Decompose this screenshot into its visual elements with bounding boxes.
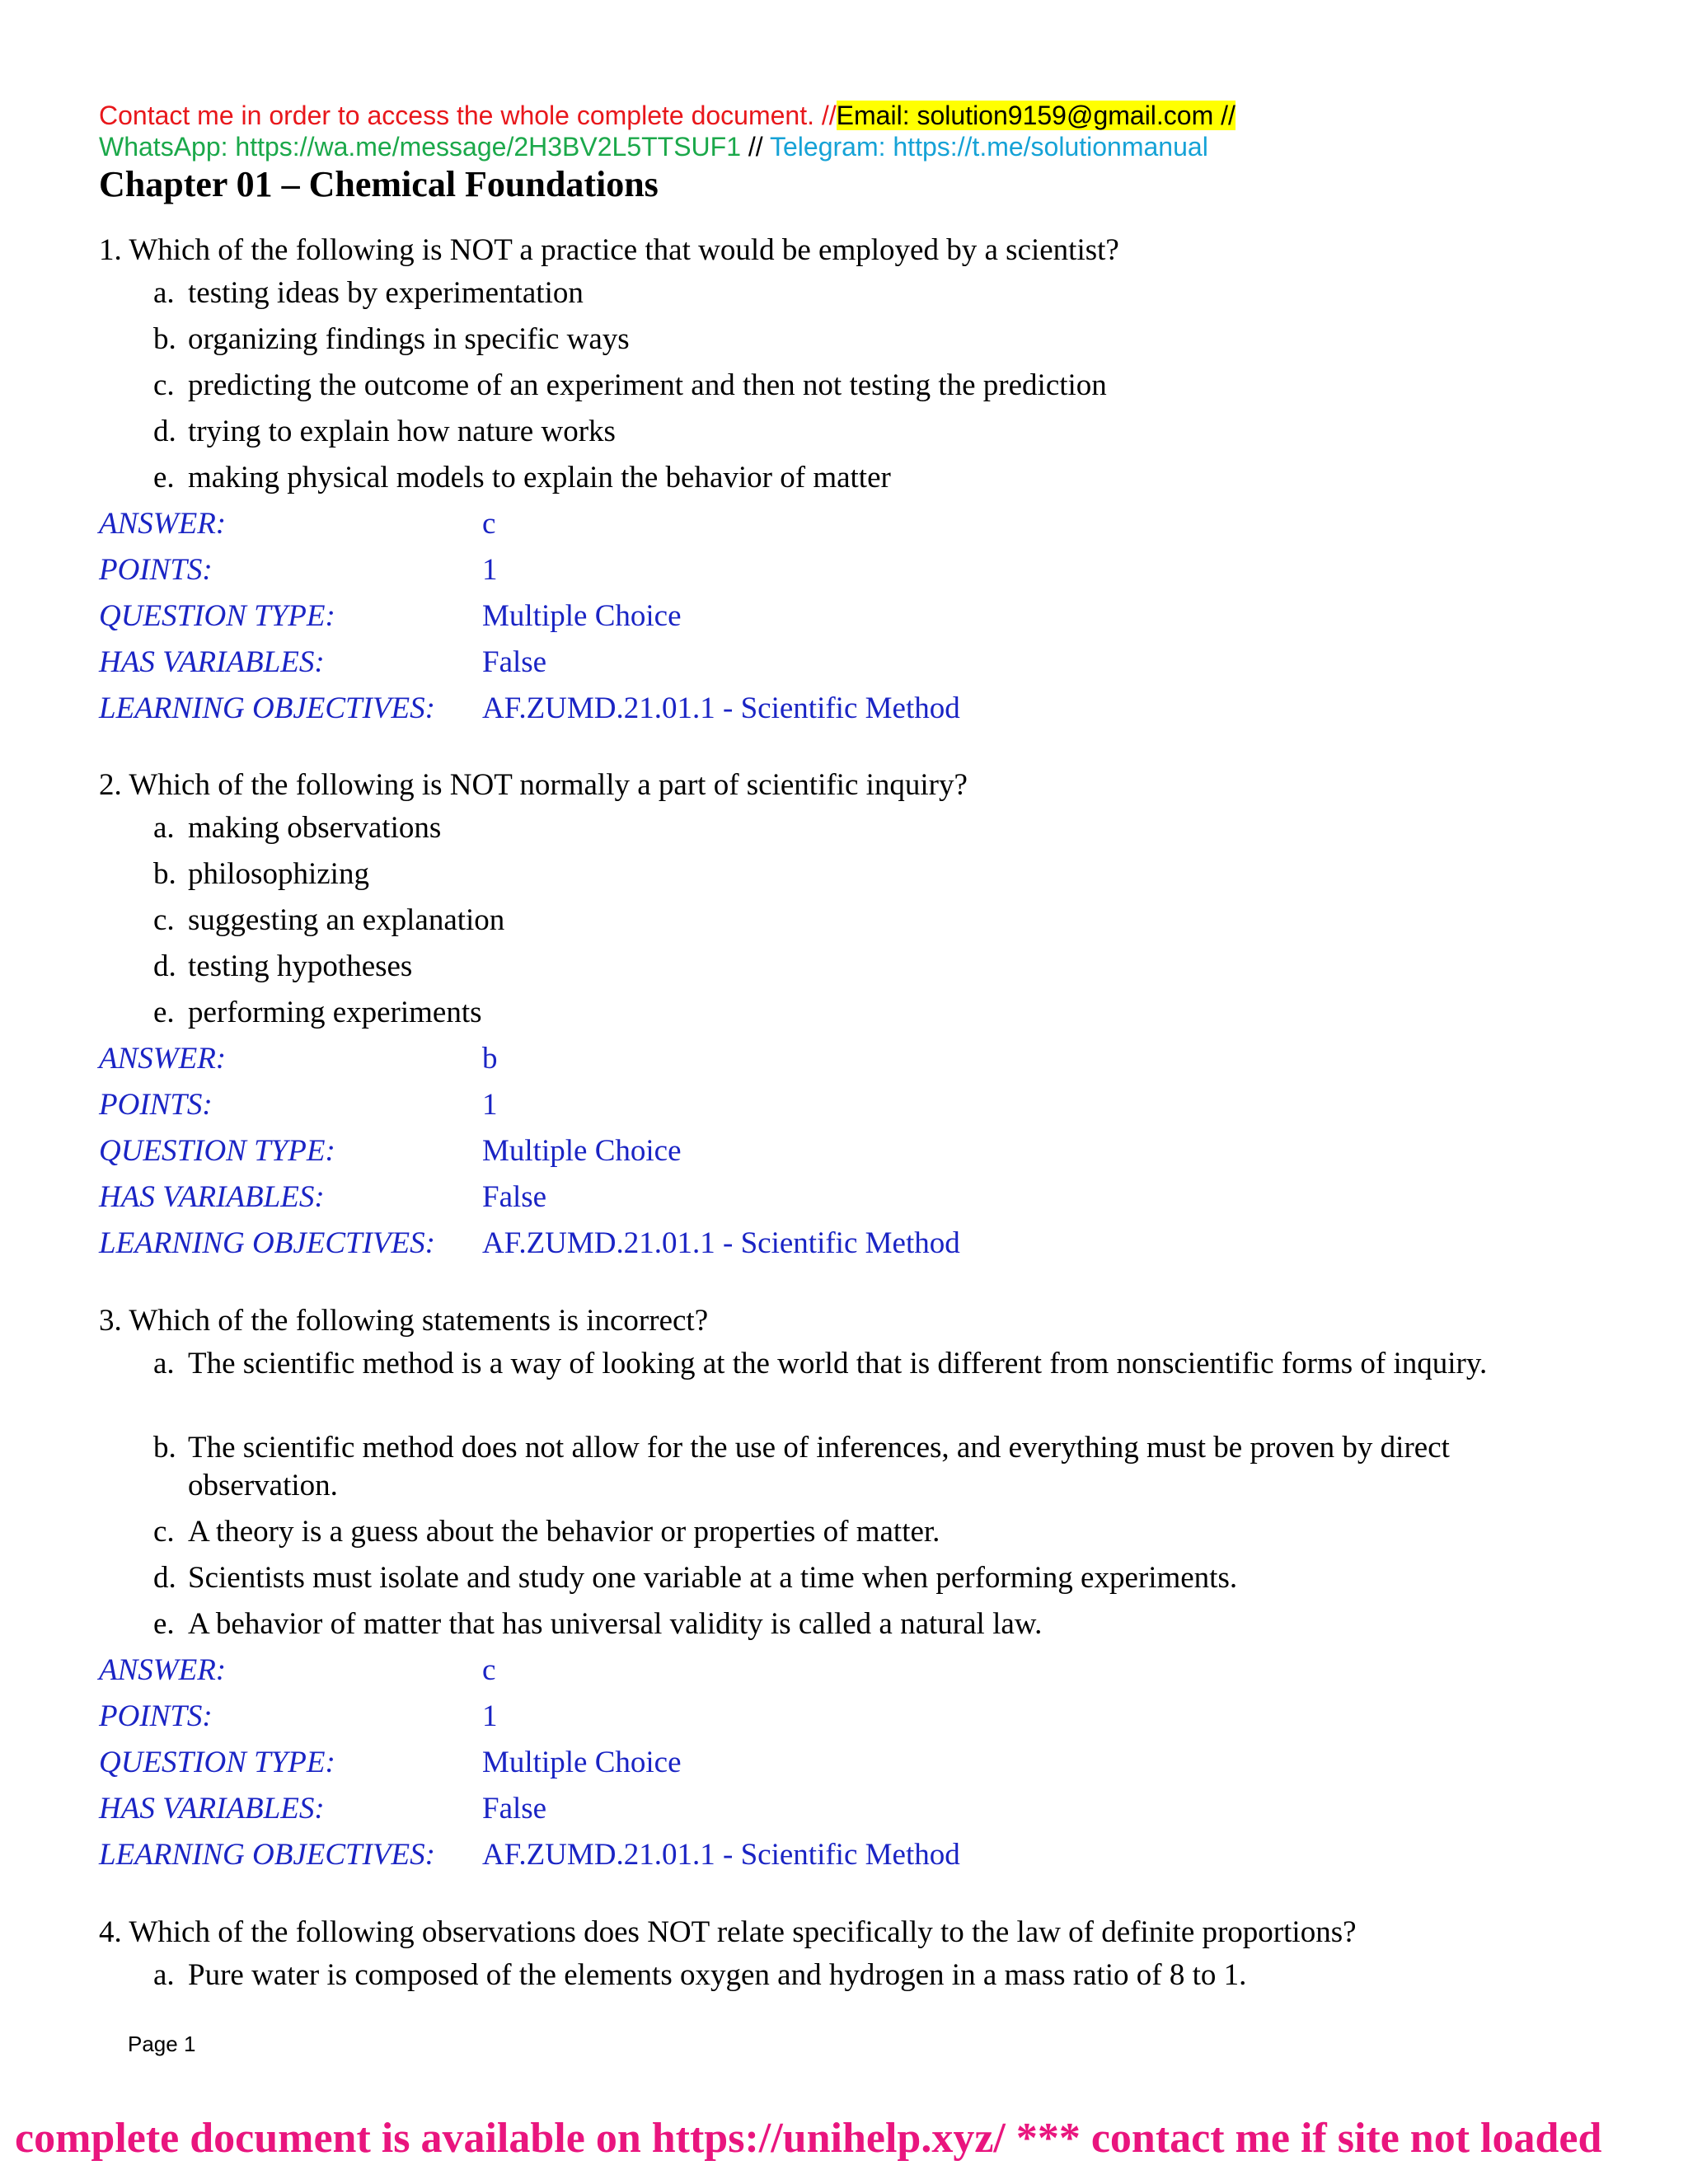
option-label: a. (153, 1347, 175, 1380)
question-type-key: QUESTION TYPE: (99, 1134, 335, 1168)
learning-objectives-key: LEARNING OBJECTIVES: (99, 1838, 435, 1872)
learning-objectives-value: AF.ZUMD.21.01.1 - Scientific Method (482, 1226, 960, 1260)
question-1-option-c (153, 367, 1489, 405)
option-label: d. (153, 415, 176, 448)
question-type-value: Multiple Choice (482, 599, 682, 633)
points-key: POINTS: (99, 1088, 213, 1122)
option-label: d. (153, 949, 176, 983)
answer-key: ANSWER: (99, 1653, 227, 1687)
option-text: The scientific method does not allow for the use of inferences, and everything must be proven by direct observation. (188, 1431, 1450, 1502)
points-value: 1 (482, 1699, 498, 1733)
contact-text: Contact me in order to access the whole complete document. // (99, 101, 837, 130)
question-1-option-b (153, 321, 1489, 359)
social-links-line (99, 131, 1208, 162)
question-3-option-d (153, 1559, 1489, 1597)
has-variables-value: False (482, 645, 547, 679)
question-4-stem: 4. Which of the following observations does NOT relate specifically to the law of definite proportions? (99, 1915, 1357, 1949)
option-label: b. (153, 1431, 176, 1465)
answer-key: ANSWER: (99, 507, 227, 541)
option-label: a. (153, 811, 175, 845)
question-2-option-d (153, 948, 1489, 986)
option-text: Pure water is composed of the elements oxygen and hydrogen in a mass ratio of 8 to 1. (188, 1958, 1247, 1992)
option-text: making physical models to explain the behavior of matter (188, 461, 891, 494)
option-label: c. (153, 1515, 175, 1549)
question-1-stem: 1. Which of the following is NOT a practice that would be employed by a scientist? (99, 233, 1119, 267)
points-key: POINTS: (99, 1699, 213, 1733)
answer-value: b (482, 1042, 498, 1076)
learning-objectives-value: AF.ZUMD.21.01.1 - Scientific Method (482, 1838, 960, 1872)
question-3-stem: 3. Which of the following statements is incorrect? (99, 1304, 709, 1338)
option-text: testing ideas by experimentation (188, 276, 584, 310)
option-text: The scientific method is a way of looking at the world that is different from nonscientific forms of inquiry. (188, 1347, 1488, 1380)
whatsapp-link[interactable]: WhatsApp: https://wa.me/message/2H3BV2L5TTSUF1 (99, 132, 741, 162)
option-label: e. (153, 996, 175, 1029)
option-label: a. (153, 1958, 175, 1992)
learning-objectives-key: LEARNING OBJECTIVES: (99, 1226, 435, 1260)
question-3-option-e (153, 1605, 1489, 1643)
option-text: philosophizing (188, 857, 369, 891)
question-3-option-b (153, 1429, 1489, 1505)
option-text: A behavior of matter that has universal validity is called a natural law. (188, 1607, 1043, 1641)
has-variables-value: False (482, 1180, 547, 1214)
answer-key: ANSWER: (99, 1042, 227, 1076)
has-variables-key: HAS VARIABLES: (99, 645, 325, 679)
question-1-option-a (153, 274, 1489, 312)
question-type-key: QUESTION TYPE: (99, 599, 335, 633)
question-4-option-a (153, 1957, 1489, 1994)
question-2-stem: 2. Which of the following is NOT normally a part of scientific inquiry? (99, 768, 968, 802)
points-value: 1 (482, 553, 498, 587)
option-text: suggesting an explanation (188, 903, 505, 937)
option-label: e. (153, 1607, 175, 1641)
page-number: Page 1 (128, 2032, 196, 2056)
option-text: testing hypotheses (188, 949, 413, 983)
question-3-option-c (153, 1513, 1489, 1551)
question-2-option-b (153, 855, 1489, 893)
has-variables-key: HAS VARIABLES: (99, 1792, 325, 1825)
chapter-title: Chapter 01 – Chemical Foundations (99, 164, 659, 204)
contact-line (99, 100, 1236, 131)
link-separator: // (741, 132, 770, 162)
has-variables-key: HAS VARIABLES: (99, 1180, 325, 1214)
question-1-option-d (153, 413, 1489, 451)
points-value: 1 (482, 1088, 498, 1122)
option-label: b. (153, 322, 176, 356)
question-2-option-a (153, 809, 1489, 847)
option-text: Scientists must isolate and study one variable at a time when performing experiments. (188, 1561, 1238, 1595)
option-text: A theory is a guess about the behavior or properties of matter. (188, 1515, 940, 1549)
option-label: a. (153, 276, 175, 310)
question-2-option-c (153, 902, 1489, 940)
option-label: e. (153, 461, 175, 494)
question-1-option-e (153, 459, 1489, 497)
answer-value: c (482, 1653, 496, 1687)
question-type-value: Multiple Choice (482, 1134, 682, 1168)
answer-value: c (482, 507, 496, 541)
question-type-key: QUESTION TYPE: (99, 1746, 335, 1779)
option-text: predicting the outcome of an experiment and then not testing the prediction (188, 368, 1107, 402)
option-label: d. (153, 1561, 176, 1595)
option-text: organizing findings in specific ways (188, 322, 630, 356)
points-key: POINTS: (99, 553, 213, 587)
option-text: performing experiments (188, 996, 482, 1029)
question-type-value: Multiple Choice (482, 1746, 682, 1779)
has-variables-value: False (482, 1792, 547, 1825)
option-label: c. (153, 368, 175, 402)
option-text: trying to explain how nature works (188, 415, 616, 448)
question-3-option-a (153, 1345, 1489, 1383)
option-text: making observations (188, 811, 442, 845)
learning-objectives-value: AF.ZUMD.21.01.1 - Scientific Method (482, 691, 960, 725)
option-label: c. (153, 903, 175, 937)
learning-objectives-key: LEARNING OBJECTIVES: (99, 691, 435, 725)
option-label: b. (153, 857, 176, 891)
telegram-link[interactable]: Telegram: https://t.me/solutionmanual (769, 132, 1208, 162)
question-2-option-e (153, 994, 1489, 1032)
email-highlight[interactable]: Email: solution9159@gmail.com // (836, 101, 1236, 130)
footer-banner[interactable]: complete document is available on https://unihelp.xyz/ *** contact me if site not loaded (15, 2115, 1602, 2162)
